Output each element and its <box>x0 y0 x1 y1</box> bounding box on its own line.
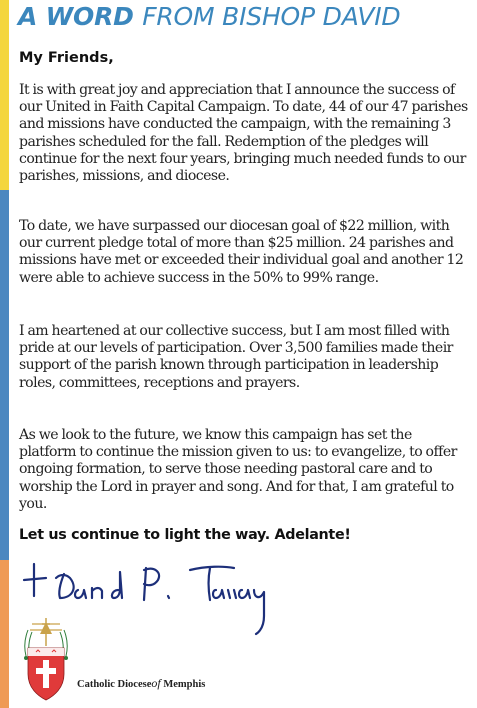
salutation: My Friends, <box>19 50 114 66</box>
bishop-crest-icon <box>22 616 70 702</box>
diocese-name <box>77 676 205 691</box>
paragraph-3: I am heartened at our collective success, but I am most filled with pride at our levels of participation. Over 3,500 families made their support of the parish known through participation in leadership roles, committees, receptions and prayers. <box>19 323 453 391</box>
side-bar-blue <box>0 190 9 560</box>
side-bar-orange <box>0 560 9 708</box>
paragraph-2: To date, we have surpassed our diocesan goal of $22 million, with our current pledge total of more than $25 million. 24 parishes and missions have met or exceeded their individual goal and another 12 were able to achieve success in the 50% to 99% range. <box>19 218 464 286</box>
paragraph-4: As we look to the future, we know this campaign has set the platform to continue the mission given to us: to evangelize, to offer ongoing formation, to serve those needing pastoral care and to worship the Lord in prayer and song. And for that, I am grateful to you. <box>19 427 457 512</box>
title-word: A WORD <box>18 2 134 31</box>
closing-line: Let us continue to light the way. Adelante! <box>19 527 351 543</box>
page-title <box>18 0 473 34</box>
diocese-name-start: Catholic Diocese <box>77 679 152 690</box>
diocese-name-end: Memphis <box>163 679 206 690</box>
paragraph-1: It is with great joy and appreciation that I announce the success of our United in Faith Capital Campaign. To date, 44 of our 47 parishes and missions have conducted the campaign, with the remaining 3 parishes scheduled for the fall. Redemption of the pledges will continue for the next four years, bringing much needed funds to our parishes, missions, and diocese. <box>19 82 468 185</box>
side-bar-yellow <box>0 0 9 190</box>
title-rest: FROM BISHOP DAVID <box>142 2 401 31</box>
diocese-name-of: of <box>151 676 161 690</box>
